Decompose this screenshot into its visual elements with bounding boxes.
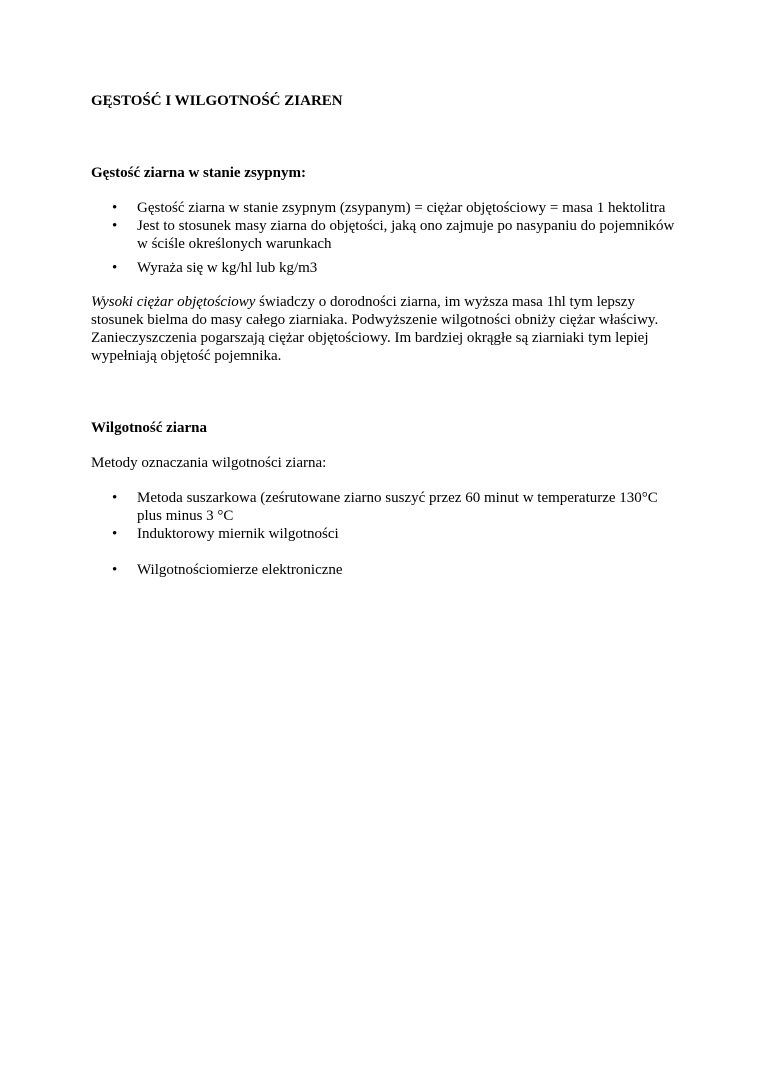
spacer <box>91 437 681 454</box>
density-bullet-list <box>91 199 681 277</box>
spacer <box>91 110 681 164</box>
section-heading-density-text: Gęstość ziarna w stanie zsypnym <box>91 165 301 181</box>
spacer <box>91 365 681 419</box>
document-title: GĘSTOŚĆ I WILGOTNOŚĆ ZIAREN <box>91 93 343 109</box>
list-item: • Induktorowy miernik wilgotności <box>91 525 681 543</box>
moisture-intro: Metody oznaczania wilgotności ziarna: <box>91 455 327 471</box>
section-heading-density-colon: : <box>301 165 306 181</box>
section-heading-moisture-text: Wilgotność ziarna <box>91 420 207 436</box>
spacer <box>91 472 681 489</box>
spacer <box>91 182 681 199</box>
moisture-bullet-list <box>91 489 681 579</box>
list-item: • Wyraża się w kg/hl lub kg/m3 <box>91 259 681 277</box>
list-item: • Wilgotnościomierze elektroniczne <box>91 561 681 579</box>
spacer <box>91 277 681 293</box>
section-heading-moisture <box>91 419 681 437</box>
density-paragraph-emphasis: Wysoki ciężar objętościowy <box>91 294 256 310</box>
list-item: • Jest to stosunek masy ziarna do objętości, jaką ono zajmuje po nasypaniu do pojemników w ściśle określonych warunkach <box>91 217 681 253</box>
density-paragraph-text: świadczy o dorodności ziarna, im wyższa masa 1hl tym lepszy stosunek bielma do masy całego ziarniaka. Podwyższenie wilgotności obniży ciężar właściwy. Zanieczyszczenia pogarszają ciężar objętościowy. Im bardziej okrągłe są ziarniaki tym lepiej wypełniają objętość pojemnika. <box>91 294 659 364</box>
list-item: • Gęstość ziarna w stanie zsypnym (zsypanym) = ciężar objętościowy = masa 1 hektolitra <box>91 199 681 217</box>
section-heading-density <box>91 164 681 182</box>
list-item: • Metoda suszarkowa (ześrutowane ziarno suszyć przez 60 minut w temperaturze 130°C plus minus 3 °C <box>91 489 681 525</box>
document-body <box>91 92 681 579</box>
density-paragraph <box>91 293 681 365</box>
